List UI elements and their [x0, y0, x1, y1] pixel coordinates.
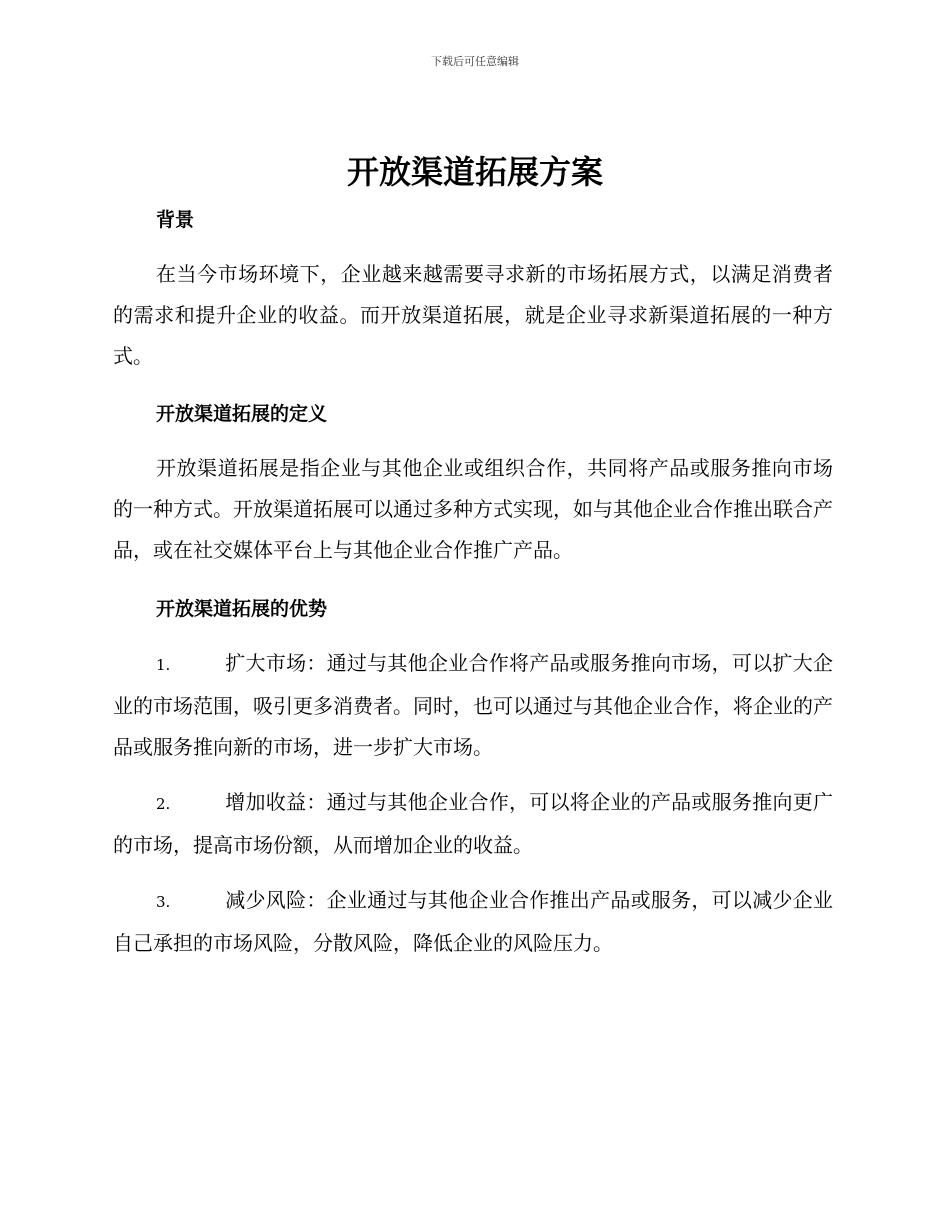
list-item [113, 880, 833, 964]
section-heading-definition: 开放渠道拓展的定义 [156, 403, 328, 425]
list-item-text: 增加收益：通过与其他企业合作，可以将企业的产品或服务推向更广的市场，提高市场份额，从而增加企业的收益。 [113, 790, 833, 857]
section-paragraph-background: 在当今市场环境下，企业越来越需要寻求新的市场拓展方式，以满足消费者的需求和提升企业的收益。而开放渠道拓展，就是企业寻求新渠道拓展的一种方式。 [113, 262, 833, 368]
list-item-number: 1. [156, 656, 171, 674]
section-heading-advantages: 开放渠道拓展的优势 [156, 598, 328, 620]
document-title: 开放渠道拓展方案 [346, 153, 603, 191]
list-item-number: 3. [156, 893, 171, 911]
section-heading-background: 背景 [156, 209, 195, 231]
section-paragraph-definition: 开放渠道拓展是指企业与其他企业或组织合作，共同将产品或服务推向市场的一种方式。开放渠道拓展可以通过多种方式实现，如与其他企业合作推出联合产品，或在社交媒体平台上与其他企业合作推广产品。 [113, 456, 833, 562]
list-item-number: 2. [156, 795, 171, 813]
list-item [113, 643, 833, 768]
list-item [113, 782, 833, 866]
list-item-text: 扩大市场：通过与其他企业合作将产品或服务推向市场，可以扩大企业的市场范围，吸引更多消费者。同时，也可以通过与其他企业合作，将企业的产品或服务推向新的市场，进一步扩大市场。 [113, 651, 833, 759]
page-header-note: 下载后可任意编辑 [431, 55, 519, 68]
list-item-text: 减少风险：企业通过与其他企业合作推出产品或服务，可以减少企业自己承担的市场风险，分散风险，降低企业的风险压力。 [113, 888, 833, 955]
